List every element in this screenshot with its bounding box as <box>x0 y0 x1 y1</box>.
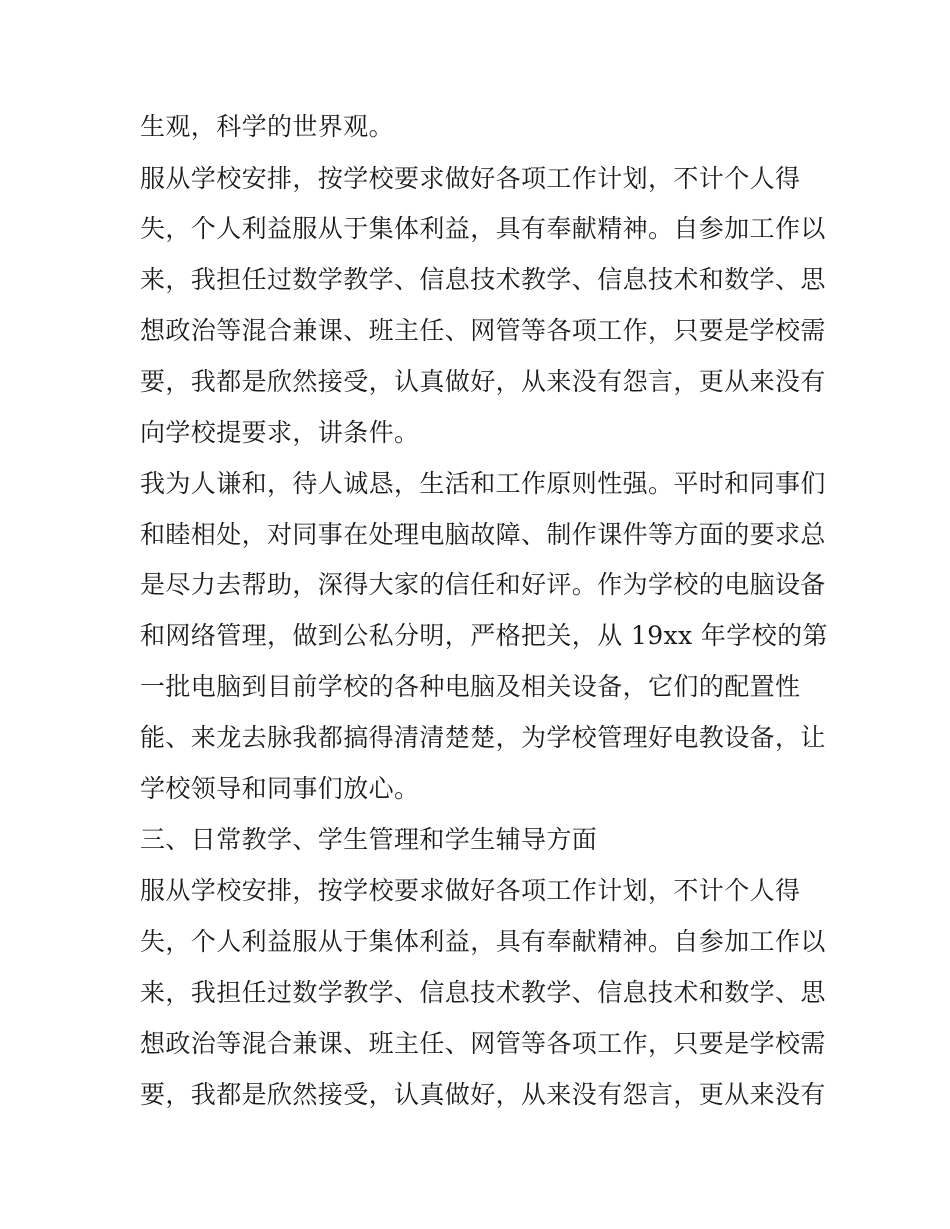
text-line: 来，我担任过数学教学、信息技术教学、信息技术和数学、思 <box>140 265 826 294</box>
section-heading: 三、日常教学、学生管理和学生辅导方面 <box>140 825 598 854</box>
text-line: 能、来龙去脉我都搞得清清楚楚，为学校管理好电教设备，让 <box>140 723 826 752</box>
text-line: 要，我都是欣然接受，认真做好，从来没有怨言，更从来没有 <box>140 367 826 396</box>
text-line: 我为人谦和，待人诚恳，生活和工作原则性强。平时和同事们 <box>140 469 826 498</box>
text-line: 向学校提要求，讲条件。 <box>140 418 420 447</box>
text-line: 服从学校安排，按学校要求做好各项工作计划，不计个人得 <box>140 876 801 905</box>
text-line: 和网络管理，做到公私分明，严格把关，从 19xx 年学校的第 <box>140 621 828 650</box>
text-line: 和睦相处，对同事在处理电脑故障、制作课件等方面的要求总 <box>140 520 826 549</box>
text-line: 失，个人利益服从于集体利益，具有奉献精神。自参加工作以 <box>140 927 826 956</box>
text-line: 失，个人利益服从于集体利益，具有奉献精神。自参加工作以 <box>140 214 826 243</box>
text-line: 想政治等混合兼课、班主任、网管等各项工作，只要是学校需 <box>140 316 826 345</box>
text-line: 生观，科学的世界观。 <box>140 112 395 141</box>
text-line: 来，我担任过数学教学、信息技术教学、信息技术和数学、思 <box>140 978 826 1007</box>
text-line: 学校领导和同事们放心。 <box>140 774 420 803</box>
text-line: 服从学校安排，按学校要求做好各项工作计划，不计个人得 <box>140 164 801 193</box>
text-line: 想政治等混合兼课、班主任、网管等各项工作，只要是学校需 <box>140 1029 826 1058</box>
text-line: 一批电脑到目前学校的各种电脑及相关设备，它们的配置性 <box>140 672 801 701</box>
text-line: 是尽力去帮助，深得大家的信任和好评。作为学校的电脑设备 <box>140 570 826 599</box>
text-line: 要，我都是欣然接受，认真做好，从来没有怨言，更从来没有 <box>140 1080 826 1109</box>
